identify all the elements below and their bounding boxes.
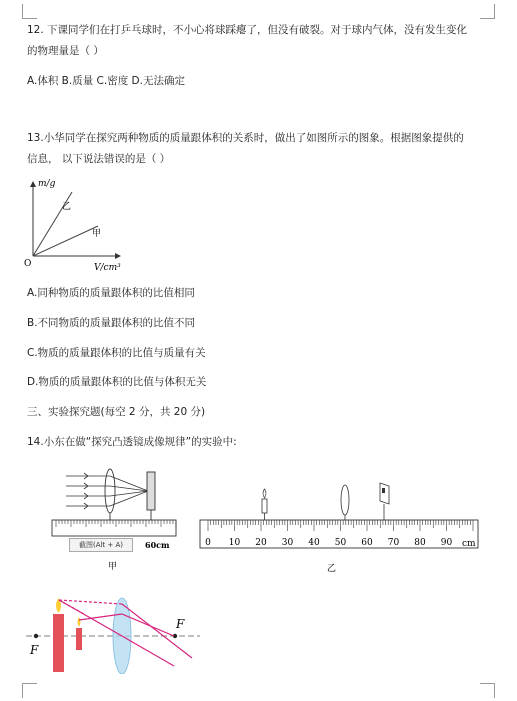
screenshot-tooltip: 截图(Alt + A): [69, 538, 133, 552]
q12-text-line2: 的物理量是（ ）: [27, 45, 104, 57]
jia-ruler-label: 60cm: [145, 540, 170, 550]
graph-ylabel: m/g: [38, 179, 56, 189]
yi-ruler-label: 50: [334, 538, 347, 548]
q13-text-line2: 信息， 以下说法错误的是（ ）: [27, 153, 171, 165]
crop-mark-top-left: [22, 4, 37, 19]
section-3-heading: 三、实验探究题(每空 2 分，共 20 分): [27, 406, 206, 418]
yi-ruler-label: 0: [205, 538, 211, 548]
focus-left-dot: [34, 634, 38, 638]
q13-option-a: A.同种物质的质量跟体积的比值相同: [27, 287, 195, 299]
yi-ruler-label: 90: [440, 538, 453, 548]
q14-text-line1: 14.小东在做“探究凸透镜成像规律”的实验中:: [27, 436, 237, 448]
crop-mark-bottom-right: [480, 683, 495, 698]
yi-ruler-unit: cm: [462, 539, 476, 549]
graph-origin: O: [24, 259, 32, 269]
graph-line-jia: [33, 226, 98, 256]
yi-ruler-label: 10: [228, 538, 241, 548]
crop-mark-top-right: [480, 4, 495, 19]
yi-ruler-label: 80: [414, 538, 426, 548]
yi-caption: 乙: [327, 564, 337, 574]
yi-ruler-label: 70: [387, 538, 400, 548]
focus-right-label: F: [176, 617, 185, 631]
q12-options: A.体积 B.质量 C.密度 D.无法确定: [27, 75, 185, 87]
optical-bench-figure-yi: [196, 480, 486, 575]
lens-ray-diagram: [24, 592, 202, 674]
crop-mark-bottom-left: [22, 683, 37, 698]
q13-text-line1: 13.小华同学在探究两种物质的质量跟体积的关系时，做出了如图所示的图象。根据图象提供的: [27, 132, 464, 144]
jia-caption: 甲: [108, 562, 118, 572]
yi-ruler-label: 60: [361, 538, 373, 548]
q12-text-line1: 12. 下课同学们在打乒乓球时，不小心将球踩瘪了，但没有破裂。对于球内气体，没有发生变化: [27, 24, 468, 36]
candle-large: [53, 614, 64, 672]
graph-xlabel: V/cm³: [94, 263, 121, 272]
graph-line-yi-label: 乙: [62, 202, 72, 212]
focus-left-label: F: [30, 643, 39, 657]
yi-ruler-label: 30: [281, 538, 294, 548]
q13-option-c: C.物质的质量跟体积的比值与质量有关: [27, 347, 206, 359]
q13-option-b: B.不同物质的质量跟体积的比值不同: [27, 317, 196, 329]
lens-focus-figure-jia: [48, 462, 183, 572]
q13-option-d: D.物质的质量跟体积的比值与体积无关: [27, 376, 207, 388]
graph-line-jia-label: 甲: [92, 229, 102, 239]
yi-ruler-label: 20: [255, 538, 267, 548]
yi-ruler-label: 40: [308, 538, 320, 548]
candle-small: [76, 628, 82, 650]
mass-volume-graph: [20, 172, 130, 272]
